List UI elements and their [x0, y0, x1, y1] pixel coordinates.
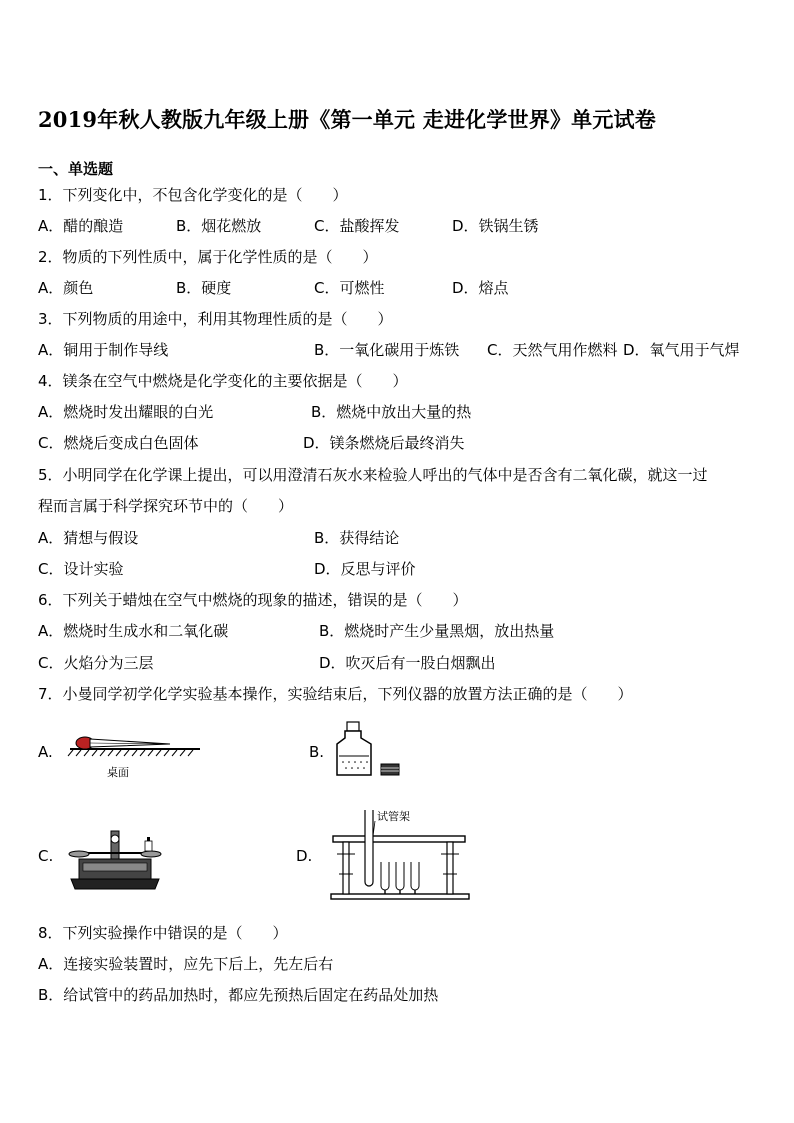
page-title: 2019年秋人教版九年级上册《第一单元 走进化学世界》单元试卷: [38, 107, 656, 132]
q8-option-b[interactable]: B．给试管中的药品加热时，都应先预热后固定在药品处加热: [38, 986, 439, 1004]
q5-option-a[interactable]: A．猜想与假设: [38, 529, 139, 547]
q2-option-c[interactable]: C．可燃性: [314, 279, 385, 297]
q4-option-d[interactable]: D．镁条燃烧后最终消失: [303, 434, 465, 452]
question-8-stem: 8．下列实验操作中错误的是（ ）: [38, 924, 288, 942]
question-6-stem: 6．下列关于蜡烛在空气中燃烧的现象的描述，错误的是（ ）: [38, 591, 468, 609]
q3-option-b[interactable]: B．一氧化碳用于炼铁: [314, 341, 460, 359]
question-1-stem: 1．下列变化中，不包含化学变化的是（ ）: [38, 186, 348, 204]
question-5-stem-line1: 5．小明同学在化学课上提出，可以用澄清石灰水来检验人呼出的气体中是否含有二氧化碳，就这一过: [38, 466, 708, 484]
q1-option-b[interactable]: B．烟花燃放: [176, 217, 262, 235]
question-5-stem-line2: 程而言属于科学探究环节中的（ ）: [38, 497, 294, 515]
question-2-stem: 2．物质的下列性质中，属于化学性质的是（ ）: [38, 248, 378, 266]
q4-option-c[interactable]: C．燃烧后变成白色固体: [38, 434, 199, 452]
q2-option-b[interactable]: B．硬度: [176, 279, 232, 297]
q4-option-a[interactable]: A．燃烧时发出耀眼的白光: [38, 403, 214, 421]
q3-option-a[interactable]: A．铜用于制作导线: [38, 341, 169, 359]
question-4-stem: 4．镁条在空气中燃烧是化学变化的主要依据是（ ）: [38, 372, 408, 390]
test-tube-rack-figure: [325, 806, 475, 901]
q2-option-d[interactable]: D．熔点: [452, 279, 509, 297]
q2-option-a[interactable]: A．颜色: [38, 279, 94, 297]
q4-option-b[interactable]: B．燃烧中放出大量的热: [311, 403, 472, 421]
rack-label: 试管架: [377, 810, 410, 823]
q1-option-d[interactable]: D．铁锅生锈: [452, 217, 539, 235]
q8-option-a[interactable]: A．连接实验装置时，应先下后上，先左后右: [38, 955, 334, 973]
q6-option-d[interactable]: D．吹灭后有一股白烟飘出: [319, 654, 496, 672]
stopper-icon: [381, 764, 399, 775]
q3-option-d[interactable]: D．氧气用于气焊: [623, 341, 740, 359]
q7-option-c[interactable]: C.: [38, 847, 54, 865]
q1-option-c[interactable]: C．盐酸挥发: [314, 217, 400, 235]
q5-option-d[interactable]: D．反思与评价: [314, 560, 416, 578]
desk-label: 桌面: [107, 766, 129, 779]
balance-figure: [65, 823, 165, 893]
q7-option-a[interactable]: A.: [38, 743, 53, 761]
q1-option-a[interactable]: A．醋的酿造: [38, 217, 124, 235]
section-heading: 一、单选题: [38, 160, 114, 178]
match-on-desk-figure: [65, 725, 205, 780]
question-7-stem: 7．小曼同学初学化学实验基本操作，实验结束后，下列仪器的放置方法正确的是（ ）: [38, 685, 633, 703]
q6-option-b[interactable]: B．燃烧时产生少量黑烟，放出热量: [319, 622, 555, 640]
q6-option-c[interactable]: C．火焰分为三层: [38, 654, 154, 672]
reagent-bottle-figure: [335, 720, 405, 780]
q3-option-c[interactable]: C．天然气用作燃料: [487, 341, 618, 359]
q7-option-b[interactable]: B.: [309, 743, 325, 761]
q6-option-a[interactable]: A．燃烧时生成水和二氧化碳: [38, 622, 229, 640]
question-3-stem: 3．下列物质的用途中，利用其物理性质的是（ ）: [38, 310, 393, 328]
q5-option-b[interactable]: B．获得结论: [314, 529, 400, 547]
q7-option-d[interactable]: D.: [296, 847, 313, 865]
q5-option-c[interactable]: C．设计实验: [38, 560, 124, 578]
